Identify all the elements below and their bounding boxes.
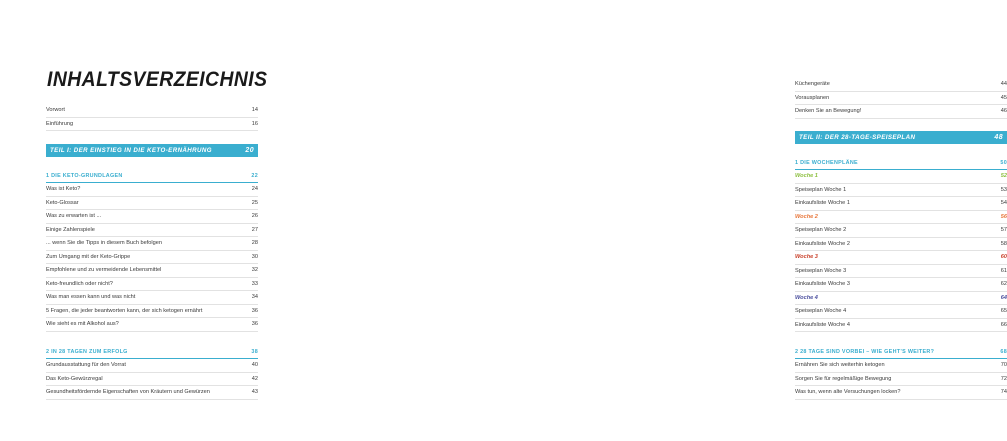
toc-entry-label: Was tun, wenn alte Versuchungen locken?: [795, 389, 901, 395]
toc-entry-page: 62: [1000, 281, 1007, 287]
toc-entry[interactable]: [46, 210, 258, 224]
part-header-1[interactable]: [46, 144, 258, 157]
week-label: Woche 2: [795, 213, 818, 220]
part-header-label: TEIL I: DER EINSTIEG IN DIE KETO-ERNÄHRUNG: [50, 147, 212, 154]
week-page: 60: [1000, 254, 1007, 260]
toc-entry[interactable]: [46, 291, 258, 305]
toc-entry-page: 61: [1000, 267, 1007, 274]
week-label: Woche 1: [795, 173, 818, 179]
toc-entry-page: 40: [251, 362, 258, 368]
toc-entry[interactable]: [46, 278, 258, 292]
week-page: 64: [1000, 294, 1007, 301]
toc-entry-label: Küchengeräte: [795, 81, 830, 87]
week-label: Woche 4: [795, 294, 818, 301]
toc-entry-page: 57: [1000, 227, 1007, 233]
toc-entry-page: 27: [251, 226, 258, 233]
toc-entry-page: 28: [251, 240, 258, 246]
toc-entry-label: Speiseplan Woche 2: [795, 227, 847, 233]
part-header-label: TEIL II: DER 28-TAGE-SPEISEPLAN: [799, 134, 916, 141]
chapter-2: [46, 346, 258, 400]
toc-entry-page: 74: [1000, 389, 1007, 395]
toc-entry[interactable]: [46, 237, 258, 251]
week-page: 52: [1000, 173, 1007, 179]
chapter-heading[interactable]: [46, 170, 258, 183]
part-header-page: 20: [245, 147, 254, 154]
toc-entry-label: 5 Fragen, die jeder beantworten kann, der sich ketogen ernährt: [46, 307, 203, 314]
toc-entry-page: 46: [1000, 108, 1007, 114]
toc-entry-label: Einkaufsliste Woche 3: [795, 281, 850, 287]
part-header-2[interactable]: [795, 131, 1007, 144]
toc-entry[interactable]: [795, 359, 1007, 373]
week-4-heading[interactable]: [795, 292, 1007, 306]
toc-entry[interactable]: [46, 305, 258, 319]
toc-entry-page: 45: [1000, 94, 1007, 101]
toc-entry[interactable]: [795, 305, 1007, 319]
toc-entry[interactable]: [795, 224, 1007, 238]
toc-entry-page: 70: [1000, 362, 1007, 368]
toc-entry-label: Keto-Glossar: [46, 199, 79, 206]
toc-entry-label: Einkaufsliste Woche 2: [795, 240, 850, 247]
toc-entry-page: 65: [1000, 308, 1007, 314]
week-page: 56: [1000, 213, 1007, 220]
chapter-heading-label: 1 DIE KETO-GRUNDLAGEN: [46, 173, 123, 179]
toc-entry-label: Sorgen Sie für regelmäßige Bewegung: [795, 375, 892, 382]
top-list: [795, 78, 1007, 119]
week-label: Woche 3: [795, 254, 818, 260]
toc-entry-label: Was ist Keto?: [46, 186, 81, 192]
chapter-3: [795, 157, 1007, 332]
toc-entry[interactable]: [795, 184, 1007, 198]
toc-entry-label: Speiseplan Woche 4: [795, 308, 847, 314]
toc-entry-label: Speiseplan Woche 1: [795, 186, 847, 193]
toc-entry-label: Ernähren Sie sich weiterhin ketogen: [795, 362, 885, 368]
toc-entry[interactable]: [795, 319, 1007, 333]
right-page: [375, 0, 1007, 441]
toc-entry[interactable]: [795, 78, 1007, 92]
toc-entry-label: Vorwort: [46, 107, 65, 113]
toc-entry-page: 34: [251, 294, 258, 300]
toc-entry[interactable]: [46, 386, 258, 400]
toc-entry-page: 16: [251, 120, 258, 127]
left-page: [0, 0, 375, 441]
toc-entry-label: Was zu erwarten ist ...: [46, 213, 102, 219]
chapter-heading-page: 68: [1000, 349, 1007, 355]
toc-entry-page: 53: [1000, 186, 1007, 193]
toc-entry[interactable]: [795, 265, 1007, 279]
chapter-heading-label: 2 IN 28 TAGEN ZUM ERFOLG: [46, 349, 128, 355]
toc-entry[interactable]: [46, 224, 258, 238]
toc-entry-label: Was man essen kann und was nicht: [46, 294, 136, 300]
chapter-1: [46, 170, 258, 332]
chapter-heading-label: 1 DIE WOCHENPLÄNE: [795, 160, 858, 166]
toc-entry-page: 30: [251, 253, 258, 260]
chapter-4: [795, 346, 1007, 400]
chapter-heading-page: 22: [251, 173, 258, 179]
toc-entry-page: 58: [1000, 240, 1007, 247]
toc-entry-label: Das Keto-Gewürzregal: [46, 375, 103, 382]
toc-entry[interactable]: [46, 373, 258, 387]
toc-entry-page: 36: [251, 321, 258, 327]
toc-entry[interactable]: [46, 359, 258, 373]
toc-entry-page: 14: [251, 107, 258, 113]
chapter-heading-page: 38: [251, 349, 258, 355]
intro-list: [46, 104, 258, 131]
toc-entry-page: 24: [251, 186, 258, 192]
week-2-heading[interactable]: [795, 211, 1007, 225]
week-1-heading[interactable]: [795, 170, 1007, 184]
toc-entry[interactable]: [46, 183, 258, 197]
page-title: INHALTSVERZEICHNIS: [47, 68, 268, 91]
toc-entry-label: Vorausplanen: [795, 94, 830, 101]
toc-entry[interactable]: [795, 373, 1007, 387]
toc-entry-page: 43: [251, 389, 258, 395]
toc-entry-page: 26: [251, 213, 258, 219]
toc-entry[interactable]: [795, 238, 1007, 252]
part-header-page: 48: [994, 134, 1003, 141]
chapter-heading[interactable]: [795, 157, 1007, 170]
toc-entry-label: Keto-freundlich oder nicht?: [46, 280, 113, 287]
toc-entry[interactable]: [795, 278, 1007, 292]
toc-entry-page: 44: [1000, 81, 1007, 87]
toc-entry-label: Einkaufsliste Woche 1: [795, 200, 850, 206]
toc-entry-label: ... wenn Sie die Tipps in diesem Buch befolgen: [46, 240, 162, 246]
toc-entry-label: Wie sieht es mit Alkohol aus?: [46, 321, 119, 327]
toc-entry-label: Einige Zahlenspiele: [46, 226, 95, 233]
toc-entry-page: 25: [251, 199, 258, 206]
chapter-heading-label: 2 28 TAGE SIND VORBEI – WIE GEHT’S WEITER?: [795, 349, 935, 355]
toc-entry-label: Gesundheitsfördernde Eigenschaften von Kräutern und Gewürzen: [46, 389, 210, 395]
chapter-heading-page: 50: [1000, 160, 1007, 166]
toc-entry[interactable]: [46, 104, 258, 118]
toc-entry[interactable]: [46, 197, 258, 211]
toc-entry-page: 72: [1000, 375, 1007, 382]
toc-entry-label: Denken Sie an Bewegung!: [795, 108, 862, 114]
toc-entry[interactable]: [46, 318, 258, 332]
toc-entry-page: 36: [251, 307, 258, 314]
toc-entry-label: Grundausstattung für den Vorrat: [46, 362, 126, 368]
toc-entry-page: 32: [251, 267, 258, 273]
toc-entry-label: Einkaufsliste Woche 4: [795, 321, 850, 328]
toc-entry-page: 33: [251, 280, 258, 287]
toc-entry[interactable]: [46, 251, 258, 265]
toc-entry[interactable]: [46, 118, 258, 132]
chapter-heading[interactable]: [46, 346, 258, 359]
chapter-heading[interactable]: [795, 346, 1007, 359]
toc-entry[interactable]: [795, 197, 1007, 211]
toc-entry[interactable]: [795, 105, 1007, 119]
toc-entry[interactable]: [46, 264, 258, 278]
toc-entry-page: 54: [1000, 200, 1007, 206]
toc-entry-label: Einführung: [46, 120, 74, 127]
week-3-heading[interactable]: [795, 251, 1007, 265]
toc-entry[interactable]: [795, 386, 1007, 400]
toc-entry-label: Empfohlene und zu vermeidende Lebensmittel: [46, 267, 162, 273]
toc-entry[interactable]: [795, 92, 1007, 106]
toc-entry-label: Speiseplan Woche 3: [795, 267, 847, 274]
toc-entry-page: 66: [1000, 321, 1007, 328]
toc-entry-label: Zum Umgang mit der Keto-Grippe: [46, 253, 131, 260]
toc-entry-page: 42: [251, 375, 258, 382]
